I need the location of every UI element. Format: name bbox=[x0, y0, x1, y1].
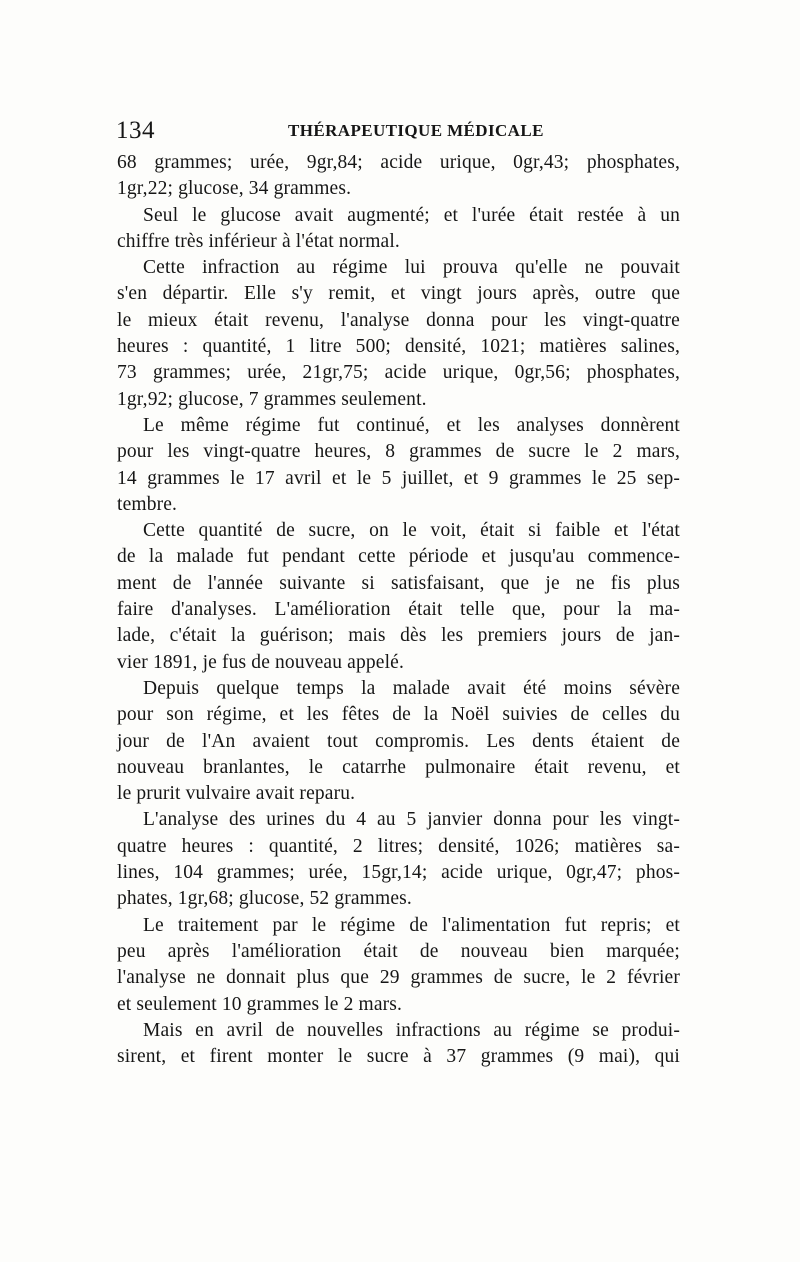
running-title: THÉRAPEUTIQUE MÉDICALE bbox=[288, 121, 544, 140]
text-line: l'analyse ne donnait plus que 29 grammes de sucre, le 2 février bbox=[117, 967, 680, 989]
text-line: Mais en avril de nouvelles infractions au régime se produi- bbox=[143, 1019, 680, 1041]
text-line: et seulement 10 grammes le 2 mars. bbox=[117, 993, 403, 1015]
text-line: pour les vingt-quatre heures, 8 grammes de sucre le 2 mars, bbox=[117, 441, 680, 463]
text-line: 68 grammes; urée, 9gr,84; acide urique, 0gr,43; phosphates, bbox=[117, 152, 680, 173]
text-line: vier 1891, je fus de nouveau appelé. bbox=[117, 651, 404, 673]
text-line: Le traitement par le régime de l'alimentation fut repris; et bbox=[143, 914, 680, 936]
text-line: pour son régime, et les fêtes de la Noël suivies de celles du bbox=[117, 704, 680, 726]
text-line: peu après l'amélioration était de nouveau bien marquée; bbox=[117, 940, 680, 962]
text-line: le prurit vulvaire avait reparu. bbox=[117, 783, 356, 805]
text-line: 73 grammes; urée, 21gr,75; acide urique, 0gr,56; phosphates, bbox=[117, 362, 680, 384]
text-line: Cette quantité de sucre, on le voit, était si faible et l'état bbox=[143, 520, 680, 542]
text-line: 1gr,22; glucose, 34 grammes. bbox=[117, 178, 352, 200]
text-line: heures : quantité, 1 litre 500; densité, 1021; matières salines, bbox=[117, 336, 680, 358]
text-line: de la malade fut pendant cette période et jusqu'au commence- bbox=[117, 546, 680, 568]
text-line: lade, c'était la guérison; mais dès les premiers jours de jan- bbox=[117, 625, 680, 647]
text-line: Depuis quelque temps la malade avait été moins sévère bbox=[143, 677, 680, 699]
text-line: L'analyse des urines du 4 au 5 janvier donna pour les vingt- bbox=[143, 809, 680, 831]
text-line: 14 grammes le 17 avril et le 5 juillet, et 9 grammes le 25 sep- bbox=[117, 467, 680, 489]
text-line: tembre. bbox=[117, 493, 178, 515]
page-number: 134 bbox=[116, 117, 155, 144]
text-line: le mieux était revenu, l'analyse donna pour les vingt-quatre bbox=[117, 309, 680, 331]
text-line: Cette infraction au régime lui prouva qu'elle ne pouvait bbox=[143, 257, 680, 279]
text-line: 1gr,92; glucose, 7 grammes seulement. bbox=[117, 388, 427, 410]
text-line: faire d'analyses. L'amélioration était telle que, pour la ma- bbox=[117, 599, 680, 621]
text-line: sirent, et firent monter le sucre à 37 grammes (9 mai), qui bbox=[117, 1046, 680, 1068]
text-line: nouveau branlantes, le catarrhe pulmonaire était revenu, et bbox=[117, 756, 680, 778]
text-line: Seul le glucose avait augmenté; et l'urée était restée à un bbox=[143, 204, 680, 226]
text-line: s'en départir. Elle s'y remit, et vingt jours après, outre que bbox=[117, 283, 680, 305]
text-line: quatre heures : quantité, 2 litres; densité, 1026; matières sa- bbox=[117, 835, 680, 857]
text-line: chiffre très inférieur à l'état normal. bbox=[117, 230, 400, 252]
text-line: phates, 1gr,68; glucose, 52 grammes. bbox=[117, 888, 412, 910]
text-line: ment de l'année suivante si satisfaisant, que je ne fis plus bbox=[117, 572, 680, 594]
text-line: Le même régime fut continué, et les analyses donnèrent bbox=[143, 414, 680, 436]
text-line: jour de l'An avaient tout compromis. Les dents étaient de bbox=[117, 730, 680, 752]
page-header bbox=[116, 116, 682, 146]
text-line: lines, 104 grammes; urée, 15gr,14; acide urique, 0gr,47; phos- bbox=[117, 862, 680, 884]
body-text bbox=[117, 150, 680, 1070]
